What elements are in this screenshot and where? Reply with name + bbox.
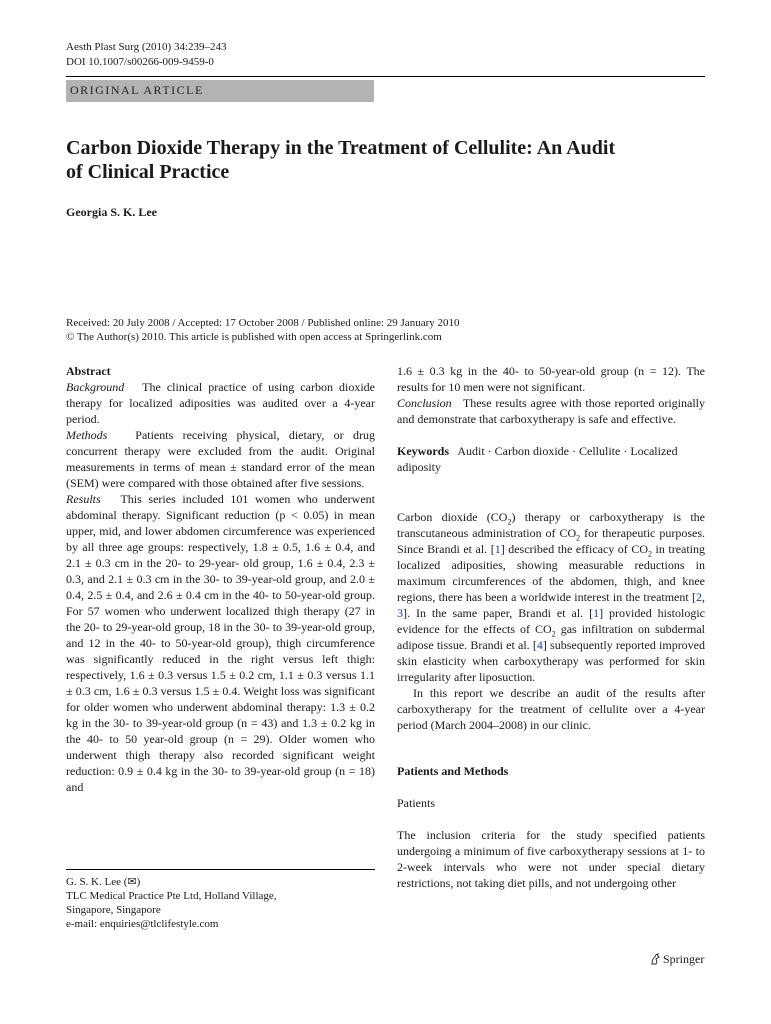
section-heading: Patients and Methods [397,764,509,778]
ref-link-1[interactable]: 1 [494,542,501,556]
abstract-results-continued: 1.6 ± 0.3 kg in the 40- to 50-year-old group (n = 12). The results for 10 men were not significant. [397,364,705,394]
abstract-conclusion: Conclusion These results agree with those reported originally and demonstrate that carboxytherapy is safe and effective. [397,396,705,426]
ref-link-4[interactable]: 4 [536,638,543,652]
publication-dates [66,316,460,344]
article-type-label: ORIGINAL ARTICLE [70,83,204,97]
envelope-icon: ✉ [127,876,137,888]
ref-link-3[interactable]: 3 [397,606,403,620]
keywords: Keywords Audit · Carbon dioxide · Cellulite · Localized adiposity [397,444,678,474]
left-column [66,363,375,795]
journal-citation: Aesth Plast Surg (2010) 34:239–243 [66,41,227,53]
publisher-mark [650,952,704,967]
ref-link-1b[interactable]: 1 [593,606,600,620]
author-name: Georgia S. K. Lee [66,205,157,219]
received-dates: Received: 20 July 2008 / Accepted: 17 October 2008 / Published online: 29 January 2010 [66,317,460,329]
publisher-name: Springer [663,952,705,966]
journal-header [66,40,227,70]
article-title: Carbon Dioxide Therapy in the Treatment of Cellulite: An Audit of Clinical Practice [66,137,616,183]
copyright-line: © The Author(s) 2010. This article is published with open access at Springerlink.com [66,331,442,343]
springer-horse-icon [650,953,660,965]
footnote-name: G. S. K. Lee (✉) [66,876,141,888]
footnote-rule [66,869,375,870]
footnote-affiliation-1: TLC Medical Practice Pte Ltd, Holland Village, [66,890,277,902]
footnote-email[interactable]: e-mail: enquiries@tlclifestyle.com [66,918,219,930]
intro-paragraph-2: In this report we describe an audit of the results after carboxytherapy for the treatment of cellulite over a 4-year period (March 2004–2008) in our clinic. [397,686,705,732]
footnote-affiliation-2: Singapore, Singapore [66,904,161,916]
subsection-heading: Patients [397,796,435,810]
abstract-background: Background The clinical practice of using carbon dioxide therapy for localized adiposities was audited over a 4-year period. [66,380,375,426]
header-rule [66,76,705,77]
abstract-methods: Methods Patients receiving physical, dietary, or drug concurrent therapy were excluded from the audit. Original measurements in terms of mean ± standard error of the mean (SEM) were compared with those obtained after five sessions. [66,428,375,490]
abstract-heading: Abstract [66,364,111,378]
author-footnote [66,875,277,931]
patients-paragraph: The inclusion criteria for the study specified patients undergoing a minimum of five carboxytherapy sessions at 1- to 2-week intervals who were not under special dietary restrictions, not taking diet pills, and not undergoing other [397,828,705,890]
abstract-results: Results This series included 101 women who underwent abdominal therapy. Significant reduction (p < 0.05) in mean upper, mid, and lower abdomen circumference was experienced by all three age groups: respectively, 1.8 ± 0.5, 1.6 ± 0.4, and 2.1 ± 0.3 cm in the 20- to 29-year- old group, 1.6 ± 0.4, 2.3 ± 0.3, and 2.1 ± 0.3 cm in the 30- to 39-year-old group, and 2.0 ± 0.4, 2.5 ± 0.4, and 2.6 ± 0.4 cm in the 40- to 50-year-old group. For 57 women who underwent localized thigh therapy (27 in the 20- to 29-year-old group, 18 in the 30- to 39-year-old group, and 12 in the 40- to 50-year-old group), thigh circumference was significantly reduced in the right versus left thigh: respectively, 1.6 ± 0.3 versus 1.5 ± 0.2 cm, 1.1 ± 0.3 versus 1.1 ± 0.3 cm, 1.6 ± 0.3 versus 1.5 ± 0.4. Weight loss was significant for older women who underwent abdominal therapy: 1.3 ± 0.2 kg in the 30- to 39-year-old group (n = 43) and 1.3 ± 0.2 kg in the 40- to 50 year-old group (n = 29). Older women who underwent thigh therapy also recorded significant weight reduction: 0.9 ± 0.4 kg in the 30- to 39-year-old group (n = 18) and [66,492,375,794]
article-type-banner [66,80,374,102]
doi: DOI 10.1007/s00266-009-9459-0 [66,56,214,68]
ref-link-2[interactable]: 2 [696,590,702,604]
intro-paragraph-1: Carbon dioxide $(CO_2)$ therapy or carboxytherapy is the transcutaneous administration of $CO_2$ for therapeutic purposes. Since Brandi et al. [1] described the efficacy of $CO_2$ in treating localized adiposities, showing measurable reductions in maximum circumferences of the abdomen, thigh, and knee regions, there has been a worldwide interest in the treatment [2, 3]. In the same paper, Brandi et al. [1] provided histologic evidence for the effects of $CO_2$ gas infiltration on subdermal adipose tissue. Brandi et al. [4] subsequently reported improved skin elasticity when carboxytherapy was performed for skin irregularity after liposuction. [397,510,706,684]
right-column [397,363,705,891]
